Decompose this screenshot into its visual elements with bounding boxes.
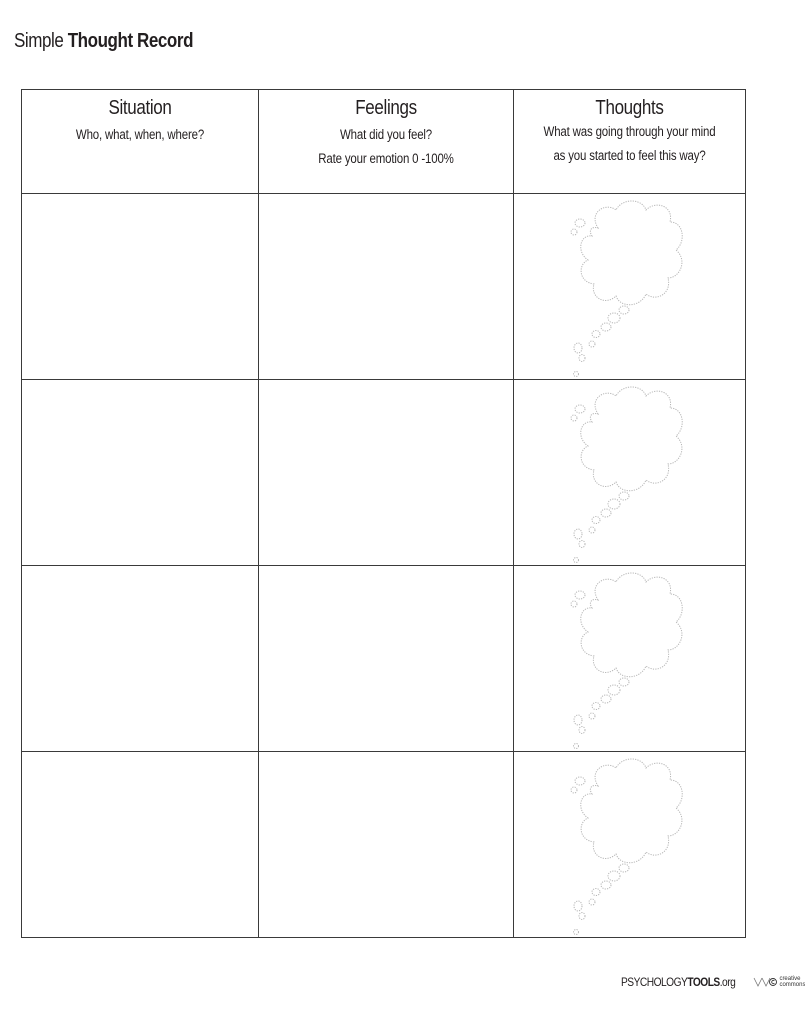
feelings-cell[interactable]: [259, 566, 514, 752]
feelings-cell[interactable]: [259, 194, 514, 380]
thought-cloud-icon: [566, 198, 696, 383]
situation-cell[interactable]: [22, 566, 259, 752]
thoughts-cell[interactable]: [514, 194, 746, 380]
header-feelings-subtitle-line: What did you feel?: [340, 127, 432, 142]
table-row: [22, 380, 746, 566]
header-situation-subtitle-line: Who, what, when, where?: [75, 127, 205, 142]
thought-record-table: [21, 89, 746, 938]
header-feelings: [259, 90, 514, 194]
header-situation-title: Situation: [108, 97, 172, 119]
thoughts-cell[interactable]: [514, 380, 746, 566]
situation-cell[interactable]: [22, 380, 259, 566]
psychology-tools-logo[interactable]: [621, 975, 735, 989]
header-feelings-subtitle-line: Rate your emotion 0 -100%: [318, 151, 454, 166]
thought-cloud-icon: [566, 570, 696, 755]
header-situation-subtitle: [40, 123, 241, 147]
creative-commons-badge[interactable]: [753, 976, 805, 988]
page-title-light: Simple: [14, 30, 64, 52]
license-text: [779, 976, 805, 988]
table-row: [22, 752, 746, 938]
license-line: commons: [779, 982, 805, 988]
footer: [621, 975, 805, 989]
header-thoughts-subtitle: [531, 120, 727, 168]
table-row: [22, 566, 746, 752]
page-title: [14, 30, 193, 53]
thoughts-cell[interactable]: [514, 752, 746, 938]
brand-bold: TOOLS: [687, 975, 720, 989]
situation-cell[interactable]: [22, 752, 259, 938]
feelings-cell[interactable]: [259, 380, 514, 566]
situation-cell[interactable]: [22, 194, 259, 380]
header-thoughts-subtitle-line: What was going through your mind: [543, 124, 716, 139]
thought-cloud-icon: [566, 756, 696, 941]
header-thoughts-title: Thoughts: [595, 97, 664, 119]
header-row: [22, 90, 746, 194]
creative-commons-icon: [753, 976, 777, 988]
header-feelings-title: Feelings: [355, 97, 417, 119]
license-line: creative: [779, 976, 801, 982]
header-thoughts-subtitle-line: as you started to feel this way?: [553, 148, 706, 163]
thought-cloud-icon: [566, 384, 696, 569]
header-thoughts: [514, 90, 746, 194]
thoughts-cell[interactable]: [514, 566, 746, 752]
table-row: [22, 194, 746, 380]
brand-light: PSYCHOLOGY: [621, 975, 688, 989]
brand-suffix: .org: [719, 975, 736, 989]
page-title-bold: Thought Record: [67, 30, 194, 52]
feelings-cell[interactable]: [259, 752, 514, 938]
header-feelings-subtitle: [278, 123, 494, 171]
header-situation: [22, 90, 259, 194]
